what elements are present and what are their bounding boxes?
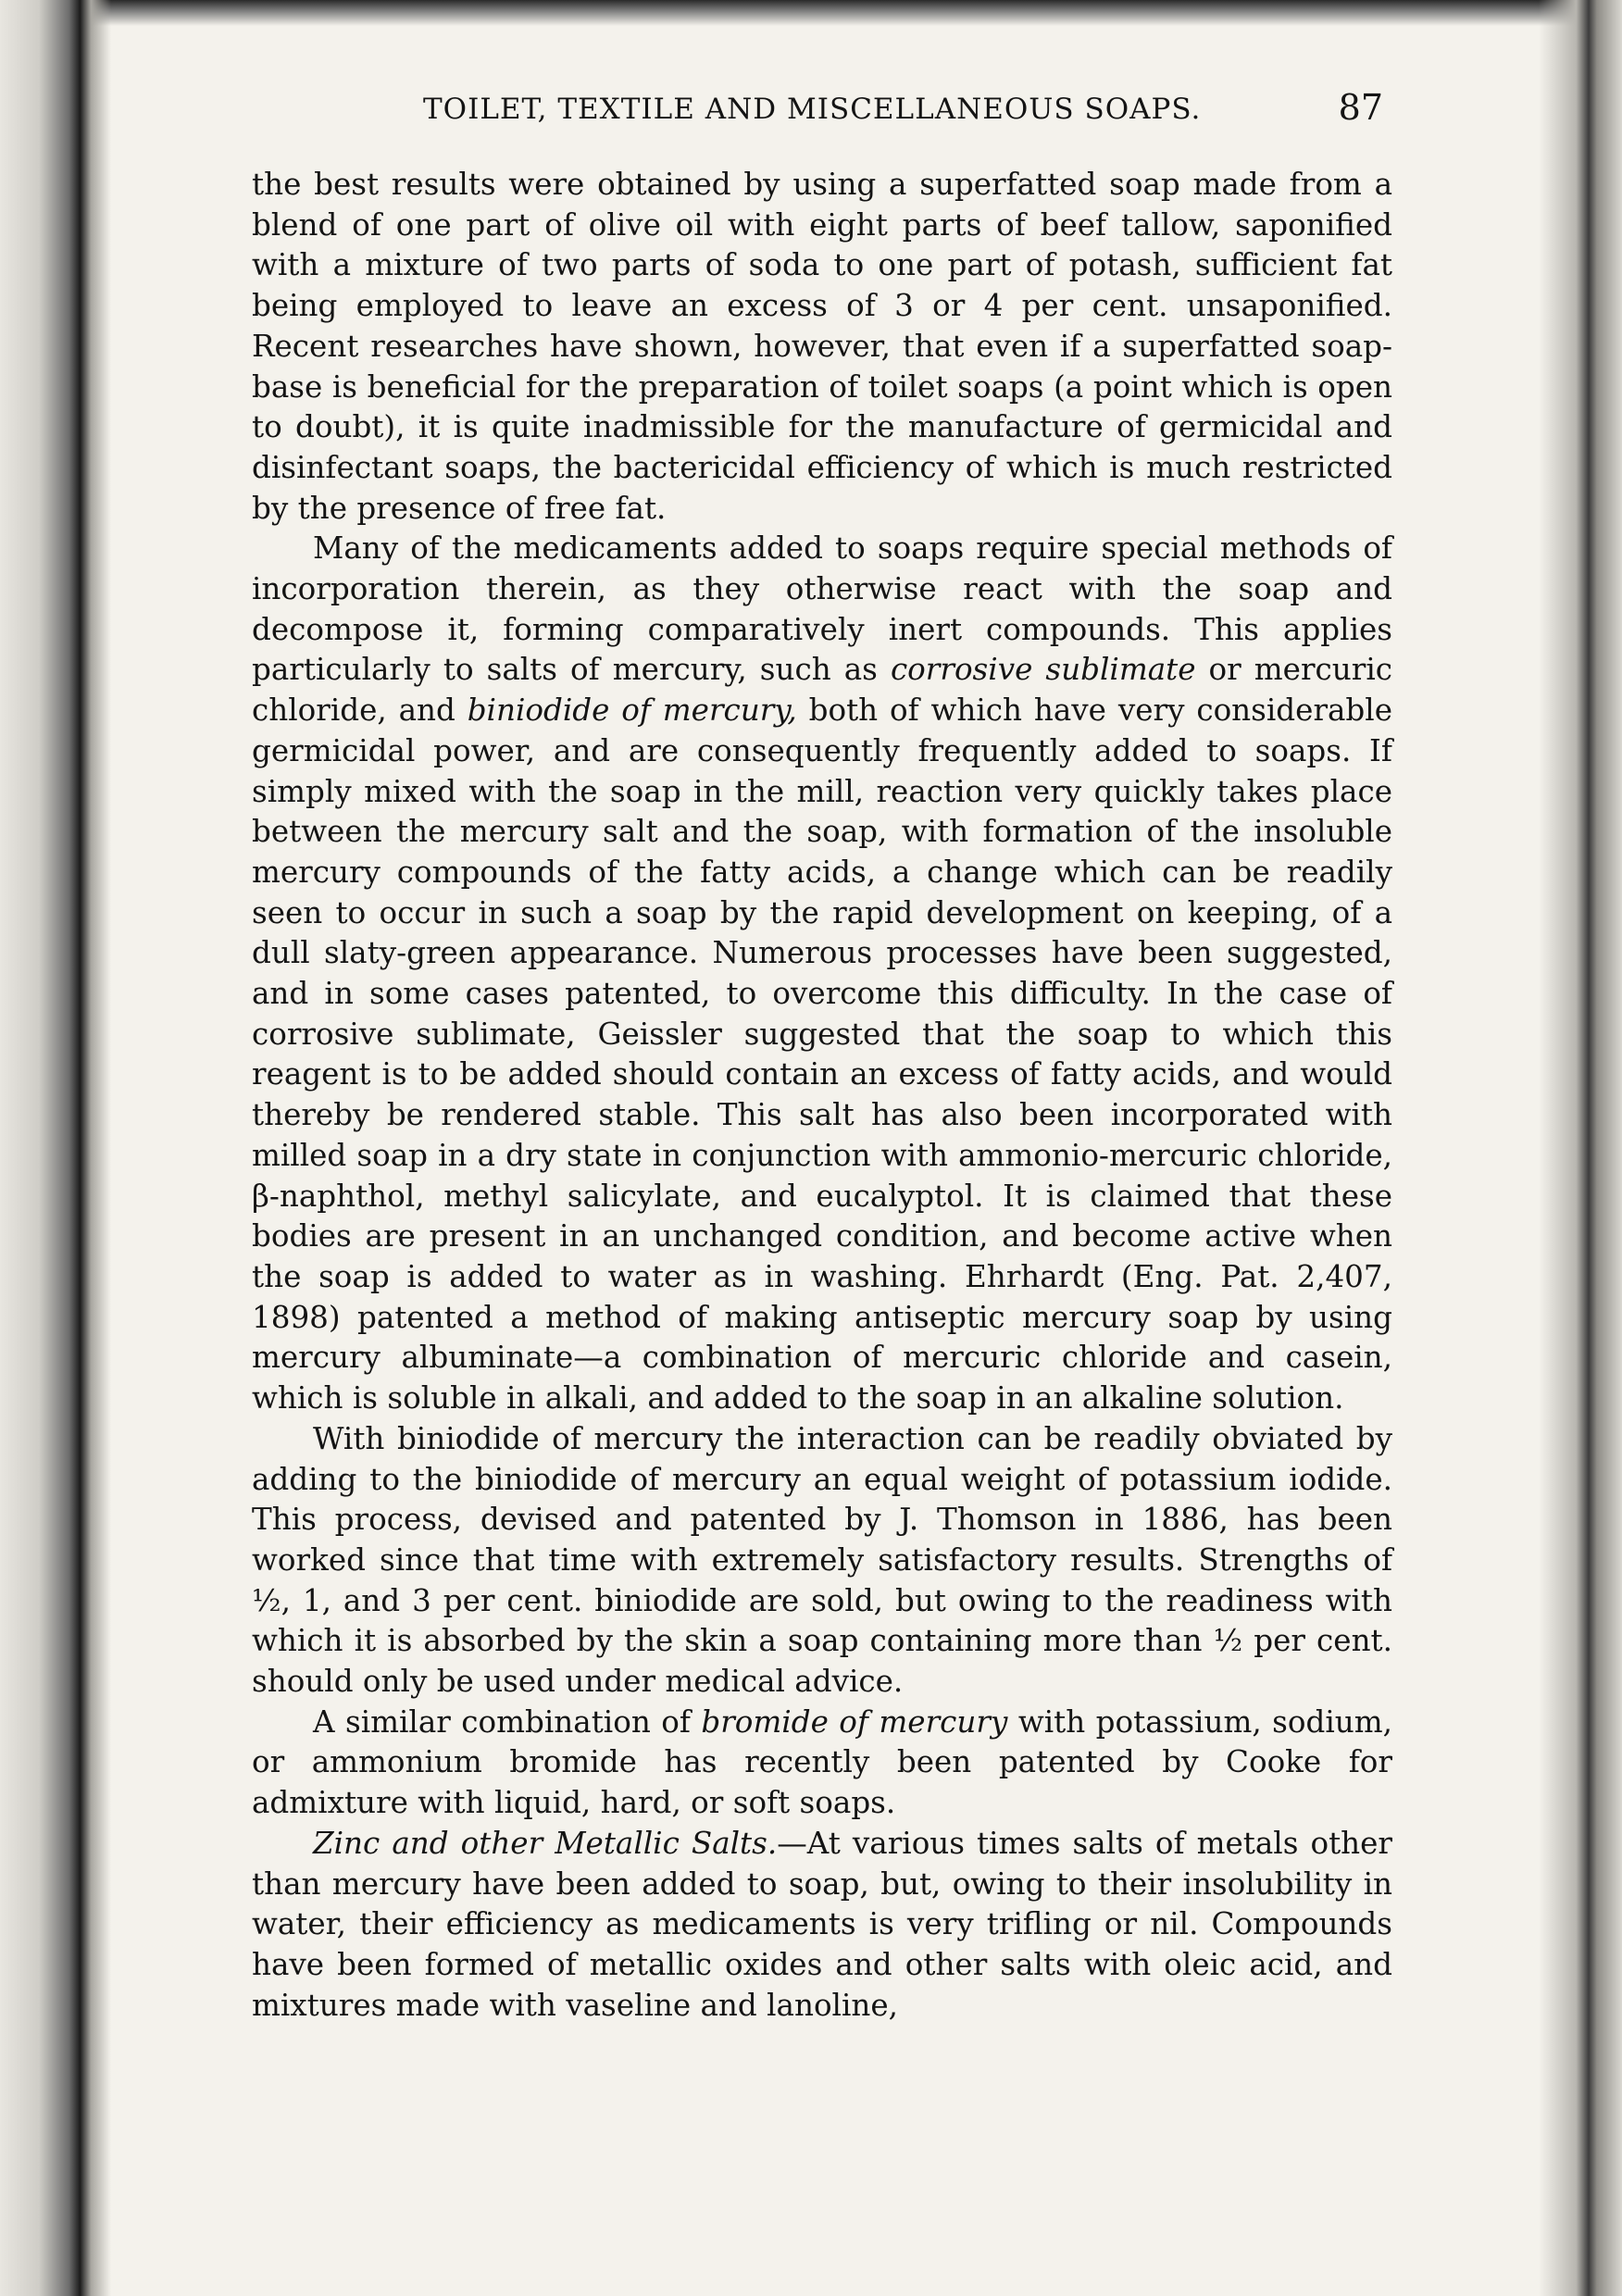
section-heading-zinc-salts: Zinc and other Metallic Salts.: [313, 1825, 778, 1861]
book-page: [252, 81, 1392, 2026]
paragraph-4-text-b: with potassium, sodium, or ammonium bromide has recently been patented by Cooke for admixture with liquid, hard, or soft soaps.: [252, 1703, 1392, 1821]
book-binding-shadow: [0, 0, 111, 2296]
running-header: [252, 81, 1392, 137]
page-edge-shadow: [1539, 0, 1622, 2296]
italic-bromide-of-mercury: bromide of mercury: [701, 1703, 1008, 1740]
paragraph-1: the best results were obtained by using a superfatted soap made from a blend of one part of olive oil with eight parts of beef tallow, saponified with a mixture of two parts of soda to one part of potash, sufficient fat being employed to leave an excess of 3 or 4 per cent. unsaponified. Recent researches have shown, however, that even if a superfatted soap-base is beneficial for the preparation of toilet soaps (a point which is open to doubt), it is quite inadmissible for the manufacture of germicidal and disinfectant soaps, the bactericidal efficiency of which is much restricted by the presence of free fat.: [252, 167, 1392, 526]
scan-top-shadow: [0, 0, 1622, 26]
paragraph-4-text-a: A similar combination of: [313, 1703, 702, 1740]
paragraph-3: With biniodide of mercury the interaction can be readily obviated by adding to the biniodide of mercury an equal weight of potassium iodide. This process, devised and patented by J. Thomson in 1886, has been worked since that time with extremely satisfactory results. Strengths of ½, 1, and 3 per cent. biniodide are sold, but owing to the readiness with which it is absorbed by the skin a soap containing more than ½ per cent. should only be used under medical advice.: [252, 1420, 1392, 1700]
paragraph-2-text-b: or mercuric chloride, and: [252, 652, 1392, 729]
running-title: TOILET, TEXTILE AND MISCELLANEOUS SOAPS.: [423, 93, 1202, 126]
paragraph-2-text-c: both of which have very considerable germicidal power, and are consequently frequently added to soaps. If simply mixed with the soap in the mill, reaction very quickly takes place between the mercury salt and the soap, with formation of the insoluble mercury compounds of the fatty acids, a change which can be readily seen to occur in such a soap by the rapid development on keeping, of a dull slaty-green appearance. Numerous processes have been suggested, and in some cases patented, to overcome this difficulty. In the case of corrosive sublimate, Geissler suggested that the soap to which this reagent is to be added should contain an excess of fatty acids, and would thereby be rendered stable. This salt has also been incorporated with milled soap in a dry state in conjunction with ammonio-mercuric chloride, β-naphthol, methyl salicylate, and eucalyptol. It is claimed that these bodies are present in an unchanged condition, and become active when the soap is added to water as in washing. Ehrhardt (Eng. Pat. 2,407, 1898) patented a method of making antiseptic mercury soap by using mercury albuminate—a combination of mercuric chloride and casein, which is soluble in alkali, and added to the soap in an alkaline solution.: [252, 693, 1392, 1416]
page-number: 87: [1338, 87, 1383, 128]
paragraph-2: [252, 529, 1392, 1418]
paragraph-5: [252, 1824, 1392, 2027]
body-text: [252, 165, 1392, 2026]
paragraph-2-text-a: Many of the medicaments added to soaps require special methods of incorporation therein, as they otherwise react with the soap and decompose it, forming comparatively inert compounds. This applies particularly to salts of mercury, such as: [252, 530, 1392, 688]
paragraph-4: [252, 1703, 1392, 1824]
paragraph-5-text: —At various times salts of metals other than mercury have been added to soap, but, owing to their insolubility in water, their efficiency as medicaments is very trifling or nil. Compounds have been formed of metallic oxides and other salts with oleic acid, and mixtures made with vaseline and lanoline,: [252, 1825, 1392, 2023]
italic-corrosive-sublimate: corrosive sublimate: [890, 652, 1196, 688]
italic-biniodide-of-mercury: biniodide of mercury,: [467, 693, 797, 729]
